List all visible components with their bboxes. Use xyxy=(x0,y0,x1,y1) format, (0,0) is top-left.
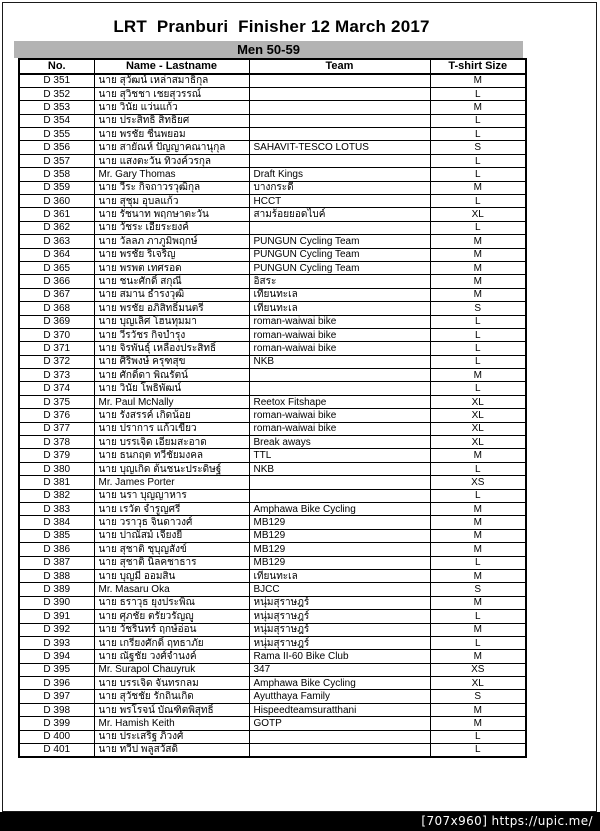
team-cell: Amphawa Bike Cycling xyxy=(249,503,430,516)
name-cell: นาย ธราวุธ ยุงประพิณ xyxy=(94,596,249,609)
name-cell: Mr. Surapol Chauyruk xyxy=(94,663,249,676)
table-row xyxy=(19,489,526,502)
name-cell: นาย สุวัชชัย รักถิ่นเกิด xyxy=(94,690,249,703)
size-cell: M xyxy=(430,543,526,556)
row-number-cell: D 370 xyxy=(19,328,94,341)
size-cell: M xyxy=(430,74,526,87)
name-cell: นาย ปาณัสม์ เจี๋ยงยี่ xyxy=(94,529,249,542)
size-cell: L xyxy=(430,730,526,743)
table-row xyxy=(19,583,526,596)
name-cell: นาย ประสิทธิ์ สิทธิยศ xyxy=(94,114,249,127)
team-cell: Amphawa Bike Cycling xyxy=(249,677,430,690)
team-cell: สามร้อยยอดไบค์ xyxy=(249,208,430,221)
row-number-cell: D 387 xyxy=(19,556,94,569)
row-number-cell: D 400 xyxy=(19,730,94,743)
row-number-cell: D 388 xyxy=(19,569,94,582)
table-row xyxy=(19,569,526,582)
row-number-cell: D 390 xyxy=(19,596,94,609)
name-cell: นาย ศุภชัย ตรัยวรัญญู xyxy=(94,610,249,623)
name-cell: นาย วัชระ เอียระยงค์ xyxy=(94,221,249,234)
table-row xyxy=(19,422,526,435)
table-row xyxy=(19,703,526,716)
team-cell: Ayutthaya Family xyxy=(249,690,430,703)
size-cell: M xyxy=(430,717,526,730)
table-row xyxy=(19,181,526,194)
table-row xyxy=(19,409,526,422)
name-cell: นาย พรชัย อภิสิทธิ์มนตรี xyxy=(94,302,249,315)
row-number-cell: D 371 xyxy=(19,342,94,355)
team-cell: MB129 xyxy=(249,516,430,529)
team-cell: PUNGUN Cycling Team xyxy=(249,248,430,261)
team-cell: เทียนทะเล xyxy=(249,302,430,315)
row-number-cell: D 361 xyxy=(19,208,94,221)
row-number-cell: D 384 xyxy=(19,516,94,529)
row-number-cell: D 386 xyxy=(19,543,94,556)
size-cell: L xyxy=(430,315,526,328)
name-cell: นาย บรรเจิด จันทรกลม xyxy=(94,677,249,690)
name-cell: นาย รัชนาท พฤกษาตะวัน xyxy=(94,208,249,221)
table-row xyxy=(19,730,526,743)
team-cell xyxy=(249,128,430,141)
size-cell: M xyxy=(430,449,526,462)
table-row xyxy=(19,636,526,649)
table-row xyxy=(19,516,526,529)
table-row xyxy=(19,623,526,636)
row-number-cell: D 392 xyxy=(19,623,94,636)
table-row xyxy=(19,690,526,703)
name-cell: นาย วินัย แว่นแก้ว xyxy=(94,101,249,114)
row-number-cell: D 352 xyxy=(19,87,94,100)
team-cell xyxy=(249,101,430,114)
row-number-cell: D 362 xyxy=(19,221,94,234)
team-cell: HCCT xyxy=(249,195,430,208)
size-cell: M xyxy=(430,650,526,663)
size-cell: M xyxy=(430,181,526,194)
row-number-cell: D 363 xyxy=(19,235,94,248)
name-cell: นาย วัลลภ ภาภูมิพฤกษ์ xyxy=(94,235,249,248)
table-row xyxy=(19,288,526,301)
size-cell: L xyxy=(430,128,526,141)
table-row xyxy=(19,275,526,288)
row-number-cell: D 382 xyxy=(19,489,94,502)
name-cell: นาย นรา บุญญาหาร xyxy=(94,489,249,502)
team-cell xyxy=(249,476,430,489)
name-cell: นาย บรรเจิด เอี่ยมสะอาด xyxy=(94,436,249,449)
team-cell: BJCC xyxy=(249,583,430,596)
row-number-cell: D 369 xyxy=(19,315,94,328)
column-header-size: T-shirt Size xyxy=(430,59,526,74)
size-cell: XL xyxy=(430,208,526,221)
name-cell: Mr. James Porter xyxy=(94,476,249,489)
size-cell: XL xyxy=(430,409,526,422)
size-cell: M xyxy=(430,569,526,582)
table-row xyxy=(19,355,526,368)
size-cell: M xyxy=(430,596,526,609)
size-cell: M xyxy=(430,623,526,636)
size-cell: L xyxy=(430,342,526,355)
row-number-cell: D 368 xyxy=(19,302,94,315)
team-cell xyxy=(249,74,430,87)
row-number-cell: D 373 xyxy=(19,369,94,382)
row-number-cell: D 357 xyxy=(19,154,94,167)
page-title: LRT Pranburi Finisher 12 March 2017 xyxy=(113,17,430,36)
table-row xyxy=(19,663,526,676)
size-cell: M xyxy=(430,703,526,716)
size-cell: M xyxy=(430,101,526,114)
name-cell: นาย บุญเลิศ โฮนทุมมา xyxy=(94,315,249,328)
team-cell: MB129 xyxy=(249,529,430,542)
name-cell: นาย สมาน ธำรงวุฒิ xyxy=(94,288,249,301)
team-cell xyxy=(249,744,430,757)
team-cell: MB129 xyxy=(249,543,430,556)
team-cell: Rama II-60 Bike Club xyxy=(249,650,430,663)
name-cell: นาย สุวิชชา เชยสุวรรณ์ xyxy=(94,87,249,100)
size-cell: L xyxy=(430,382,526,395)
table-row xyxy=(19,529,526,542)
size-cell: M xyxy=(430,288,526,301)
table-row xyxy=(19,114,526,127)
table-row xyxy=(19,221,526,234)
table-row xyxy=(19,87,526,100)
row-number-cell: D 354 xyxy=(19,114,94,127)
team-cell: Break aways xyxy=(249,436,430,449)
table-row xyxy=(19,302,526,315)
row-number-cell: D 359 xyxy=(19,181,94,194)
team-cell xyxy=(249,730,430,743)
size-cell: M xyxy=(430,275,526,288)
size-cell: M xyxy=(430,516,526,529)
name-cell: นาย แสงตะวัน ทิวงค์วรกุล xyxy=(94,154,249,167)
name-cell: นาย ปราการ แก้วเขียว xyxy=(94,422,249,435)
table-row xyxy=(19,141,526,154)
name-cell: นาย วีระ กิจถาวรวุฒิกุล xyxy=(94,181,249,194)
team-cell: เทียนทะเล xyxy=(249,288,430,301)
size-cell: M xyxy=(430,248,526,261)
team-cell: SAHAVIT-TESCO LOTUS xyxy=(249,141,430,154)
category-header-label: Men 50-59 xyxy=(237,42,300,57)
name-cell: นาย ทวีป พลูสวัสดิ์ xyxy=(94,744,249,757)
size-cell: L xyxy=(430,114,526,127)
table-row xyxy=(19,476,526,489)
column-header-name: Name - Lastname xyxy=(94,59,249,74)
table-row xyxy=(19,168,526,181)
team-cell: PUNGUN Cycling Team xyxy=(249,235,430,248)
table-row xyxy=(19,101,526,114)
team-cell: PUNGUN Cycling Team xyxy=(249,261,430,274)
team-cell: หนุ่มสุราษฎร์ xyxy=(249,610,430,623)
team-cell: roman-waiwai bike xyxy=(249,409,430,422)
table-row xyxy=(19,382,526,395)
row-number-cell: D 366 xyxy=(19,275,94,288)
team-cell: MB129 xyxy=(249,556,430,569)
team-cell: NKB xyxy=(249,355,430,368)
name-cell: นาย บุญเกิด ต้นชนะประดิษฐ์ xyxy=(94,462,249,475)
name-cell: นาย ประเสริฐ ภิวงศ์ xyxy=(94,730,249,743)
row-number-cell: D 399 xyxy=(19,717,94,730)
row-number-cell: D 378 xyxy=(19,436,94,449)
row-number-cell: D 393 xyxy=(19,636,94,649)
name-cell: Mr. Masaru Oka xyxy=(94,583,249,596)
row-number-cell: D 394 xyxy=(19,650,94,663)
size-cell: S xyxy=(430,690,526,703)
size-cell: L xyxy=(430,154,526,167)
watermark-text: [707x960] https://upic.me/ xyxy=(421,814,593,828)
name-cell: นาย เรวัต จำรูญศรี xyxy=(94,503,249,516)
name-cell: นาย ณัฐชัย วงศ์จำนงค์ xyxy=(94,650,249,663)
table-row xyxy=(19,208,526,221)
table-row xyxy=(19,677,526,690)
table-row xyxy=(19,261,526,274)
row-number-cell: D 376 xyxy=(19,409,94,422)
row-number-cell: D 375 xyxy=(19,395,94,408)
table-row xyxy=(19,74,526,87)
table-row xyxy=(19,248,526,261)
size-cell: S xyxy=(430,141,526,154)
row-number-cell: D 398 xyxy=(19,703,94,716)
team-cell xyxy=(249,114,430,127)
row-number-cell: D 391 xyxy=(19,610,94,623)
name-cell: นาย สุชาติ ชุบุญสังข์ xyxy=(94,543,249,556)
name-cell: นาย ธนกฤต ทวีชัยมงคล xyxy=(94,449,249,462)
name-cell: Mr. Paul McNally xyxy=(94,395,249,408)
size-cell: L xyxy=(430,636,526,649)
table-row xyxy=(19,328,526,341)
size-cell: L xyxy=(430,355,526,368)
size-cell: L xyxy=(430,328,526,341)
name-cell: นาย ศักดิ์ดา พิณรัตน์ xyxy=(94,369,249,382)
team-cell: บางกระดี่ xyxy=(249,181,430,194)
size-cell: S xyxy=(430,302,526,315)
size-cell: L xyxy=(430,168,526,181)
size-cell: M xyxy=(430,503,526,516)
row-number-cell: D 372 xyxy=(19,355,94,368)
team-cell: roman-waiwai bike xyxy=(249,342,430,355)
row-number-cell: D 385 xyxy=(19,529,94,542)
name-cell: นาย วราวุธ จินดาวงศ์ xyxy=(94,516,249,529)
row-number-cell: D 379 xyxy=(19,449,94,462)
table-row xyxy=(19,650,526,663)
team-cell xyxy=(249,382,430,395)
row-number-cell: D 396 xyxy=(19,677,94,690)
name-cell: นาย ศิริพงษ์ ครุฑสุข xyxy=(94,355,249,368)
size-cell: M xyxy=(430,261,526,274)
team-cell: Hispeedteamsuratthani xyxy=(249,703,430,716)
row-number-cell: D 358 xyxy=(19,168,94,181)
table-row xyxy=(19,195,526,208)
size-cell: L xyxy=(430,462,526,475)
row-number-cell: D 381 xyxy=(19,476,94,489)
column-header-team: Team xyxy=(249,59,430,74)
table-header-row xyxy=(19,59,526,74)
team-cell: Draft Kings xyxy=(249,168,430,181)
row-number-cell: D 380 xyxy=(19,462,94,475)
name-cell: นาย บุญมี ออมสิน xyxy=(94,569,249,582)
category-header-bar xyxy=(14,41,523,58)
team-cell: Reetox Fitshape xyxy=(249,395,430,408)
row-number-cell: D 377 xyxy=(19,422,94,435)
size-cell: L xyxy=(430,195,526,208)
name-cell: นาย พรพต เทศรอด xyxy=(94,261,249,274)
row-number-cell: D 374 xyxy=(19,382,94,395)
team-cell: TTL xyxy=(249,449,430,462)
table-row xyxy=(19,342,526,355)
name-cell: นาย วีรวัชร กิจบำรุง xyxy=(94,328,249,341)
name-cell: นาย วัชรินทร์ ฤกษ์อ่อน xyxy=(94,623,249,636)
name-cell: นาย รังสรรค์ เกิดน้อย xyxy=(94,409,249,422)
team-cell: NKB xyxy=(249,462,430,475)
size-cell: L xyxy=(430,744,526,757)
table-row xyxy=(19,543,526,556)
size-cell: XL xyxy=(430,422,526,435)
table-row xyxy=(19,395,526,408)
table-row xyxy=(19,128,526,141)
team-cell: หนุ่มสุราษฎร์ xyxy=(249,636,430,649)
row-number-cell: D 367 xyxy=(19,288,94,301)
row-number-cell: D 351 xyxy=(19,74,94,87)
team-cell: อิสระ xyxy=(249,275,430,288)
size-cell: S xyxy=(430,583,526,596)
table-row xyxy=(19,436,526,449)
size-cell: XL xyxy=(430,395,526,408)
name-cell: นาย เกรียงศักดิ์ ฤทธาภัย xyxy=(94,636,249,649)
row-number-cell: D 360 xyxy=(19,195,94,208)
watermark-bar xyxy=(0,812,600,831)
row-number-cell: D 353 xyxy=(19,101,94,114)
team-cell: roman-waiwai bike xyxy=(249,422,430,435)
team-cell xyxy=(249,87,430,100)
name-cell: นาย จิรพันธุ์ เหลืองประสิทธิ์ xyxy=(94,342,249,355)
table-row xyxy=(19,369,526,382)
name-cell: นาย สุวัฒน์ เหล่าสมาธิกุล xyxy=(94,74,249,87)
results-table-body xyxy=(19,74,526,757)
size-cell: XS xyxy=(430,663,526,676)
team-cell: GOTP xyxy=(249,717,430,730)
team-cell: roman-waiwai bike xyxy=(249,328,430,341)
size-cell: L xyxy=(430,556,526,569)
size-cell: M xyxy=(430,369,526,382)
team-cell: roman-waiwai bike xyxy=(249,315,430,328)
row-number-cell: D 395 xyxy=(19,663,94,676)
table-row xyxy=(19,235,526,248)
name-cell: นาย พรชัย ริเจริญ xyxy=(94,248,249,261)
table-row xyxy=(19,610,526,623)
name-cell: นาย พรโรจน์ บัณฑิตพิสุทธิ์ xyxy=(94,703,249,716)
row-number-cell: D 365 xyxy=(19,261,94,274)
team-cell: หนุ่มสุราษฎร์ xyxy=(249,623,430,636)
table-row xyxy=(19,556,526,569)
size-cell: XL xyxy=(430,436,526,449)
table-row xyxy=(19,503,526,516)
name-cell: นาย สุชาติ นิลคชาธาร xyxy=(94,556,249,569)
name-cell: Mr. Gary Thomas xyxy=(94,168,249,181)
table-row xyxy=(19,717,526,730)
team-cell: เทียนทะเล xyxy=(249,569,430,582)
size-cell: L xyxy=(430,610,526,623)
team-cell xyxy=(249,154,430,167)
table-row xyxy=(19,462,526,475)
name-cell: นาย ชนะศักดิ์ สกุณี xyxy=(94,275,249,288)
row-number-cell: D 364 xyxy=(19,248,94,261)
size-cell: L xyxy=(430,87,526,100)
name-cell: นาย สายัณห์ ปัญญาคณานุกุล xyxy=(94,141,249,154)
table-row xyxy=(19,449,526,462)
size-cell: XS xyxy=(430,476,526,489)
column-header-no: No. xyxy=(19,59,94,74)
size-cell: M xyxy=(430,529,526,542)
name-cell: นาย สุชุม อุบลแก้ว xyxy=(94,195,249,208)
row-number-cell: D 355 xyxy=(19,128,94,141)
team-cell xyxy=(249,369,430,382)
row-number-cell: D 401 xyxy=(19,744,94,757)
team-cell: หนุ่มสุราษฎร์ xyxy=(249,596,430,609)
size-cell: XL xyxy=(430,677,526,690)
table-row xyxy=(19,154,526,167)
table-row xyxy=(19,315,526,328)
team-cell xyxy=(249,489,430,502)
table-row xyxy=(19,596,526,609)
name-cell: นาย พรชัย ชื่นพยอม xyxy=(94,128,249,141)
name-cell: Mr. Hamish Keith xyxy=(94,717,249,730)
row-number-cell: D 383 xyxy=(19,503,94,516)
size-cell: L xyxy=(430,489,526,502)
team-cell: 347 xyxy=(249,663,430,676)
row-number-cell: D 397 xyxy=(19,690,94,703)
table-row xyxy=(19,744,526,757)
size-cell: M xyxy=(430,235,526,248)
row-number-cell: D 356 xyxy=(19,141,94,154)
row-number-cell: D 389 xyxy=(19,583,94,596)
team-cell xyxy=(249,221,430,234)
size-cell: L xyxy=(430,221,526,234)
results-table xyxy=(18,58,527,758)
name-cell: นาย วินัย โพธิพัฒน์ xyxy=(94,382,249,395)
